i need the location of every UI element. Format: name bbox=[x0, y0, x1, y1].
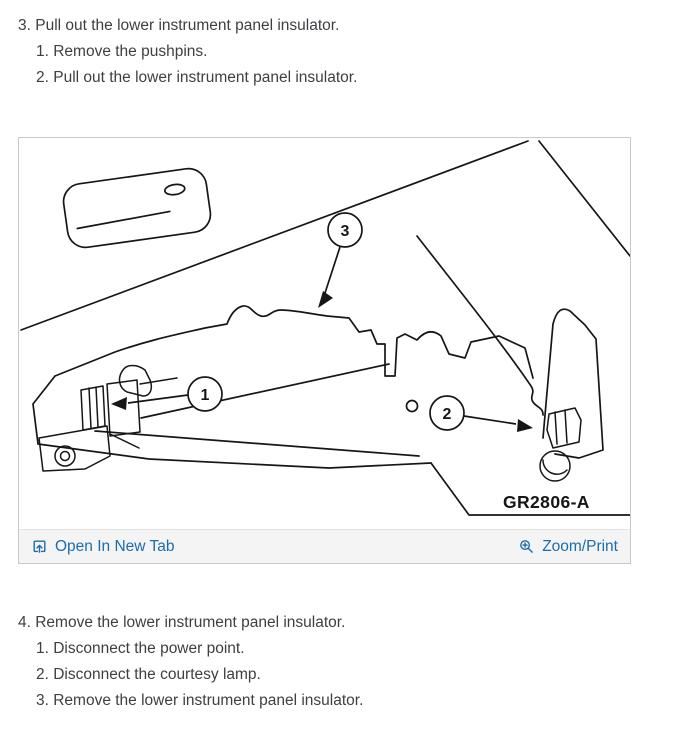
callout-3 bbox=[318, 213, 362, 308]
callout-1 bbox=[111, 377, 222, 411]
step-3-substep-1: 1. Remove the pushpins. bbox=[36, 43, 208, 60]
step-3-block bbox=[18, 13, 663, 91]
callout-2-number: 2 bbox=[442, 406, 452, 423]
step-4-substep-1: 1. Disconnect the power point. bbox=[36, 640, 245, 657]
zoom-icon bbox=[518, 538, 535, 555]
callout-1-number: 1 bbox=[200, 387, 210, 404]
figure-panel bbox=[18, 137, 631, 564]
access-panel-shape bbox=[61, 166, 213, 249]
dash-panel-lines bbox=[21, 141, 630, 415]
insulator-outline bbox=[33, 306, 603, 468]
step-4-heading: 4. Remove the lower instrument panel insulator. bbox=[18, 614, 346, 631]
open-in-new-tab-label: Open In New Tab bbox=[55, 537, 175, 555]
zoom-print-link[interactable] bbox=[518, 538, 618, 556]
zoom-print-label: Zoom/Print bbox=[542, 537, 618, 555]
step-4-substep-3: 3. Remove the lower instrument panel insulator. bbox=[36, 692, 364, 709]
pushpin-detail bbox=[39, 366, 177, 472]
part-code-label: GR2806-A bbox=[503, 492, 590, 512]
step-4-substep-2: 2. Disconnect the courtesy lamp. bbox=[36, 666, 261, 683]
step-3-substep-2: 2. Pull out the lower instrument panel insulator. bbox=[36, 69, 358, 86]
open-in-new-tab-link[interactable] bbox=[31, 538, 174, 556]
connector-detail bbox=[540, 408, 581, 481]
callout-2 bbox=[430, 396, 533, 432]
callout-3-number: 3 bbox=[340, 223, 350, 240]
open-in-new-tab-icon bbox=[31, 538, 48, 555]
figure-toolbar bbox=[19, 529, 630, 563]
panel-hole bbox=[407, 401, 418, 412]
instrument-panel-insulator-diagram bbox=[19, 138, 630, 529]
step-4-block bbox=[18, 610, 663, 714]
diagram-canvas bbox=[19, 138, 630, 529]
step-3-heading: 3. Pull out the lower instrument panel insulator. bbox=[18, 17, 340, 34]
